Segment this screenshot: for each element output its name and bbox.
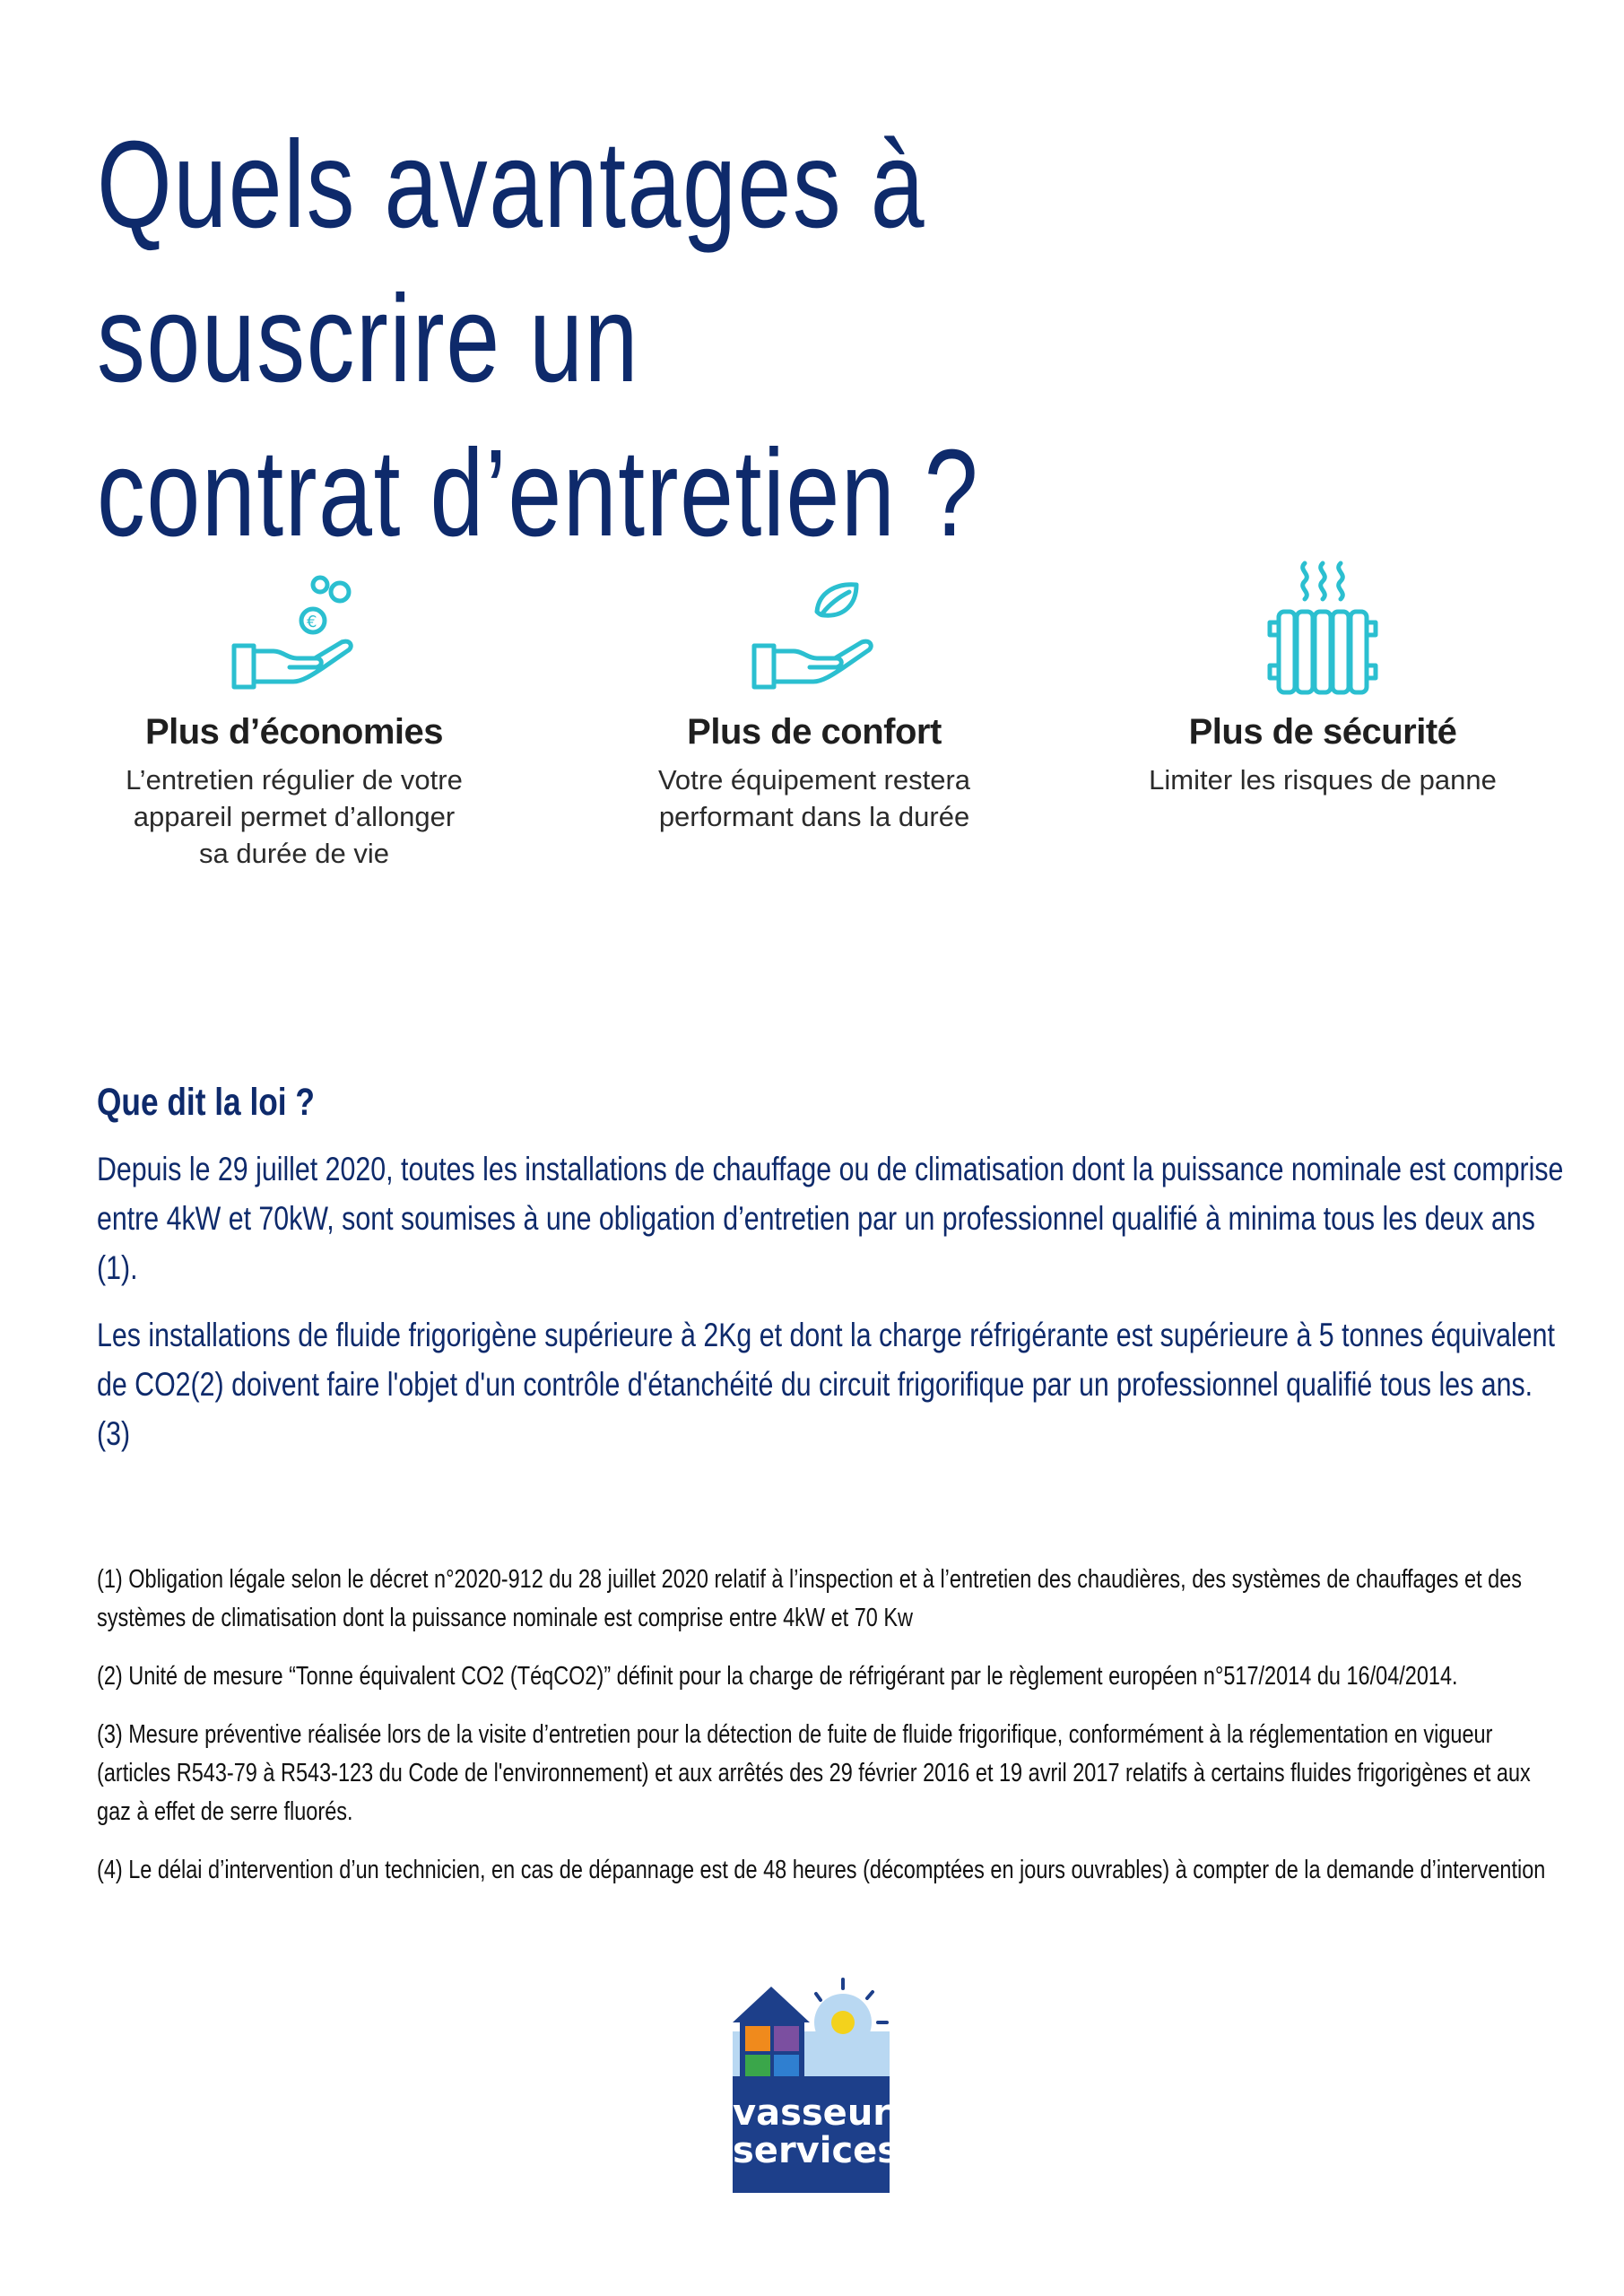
- law-paragraph-1: Depuis le 29 juillet 2020, toutes les installations de chauffage ou de climatisation dont la puissance nominale est comprise entre 4kW et 70kW, sont soumises à une obligation d’entretien par un professionnel qualifié à minima tous les deux ans (1).: [97, 1151, 1564, 1286]
- page-title-line2: contrat d’entretien ?: [97, 424, 980, 562]
- feature-title: Plus de sécurité: [1188, 712, 1457, 752]
- house-sun-logo-icon: [722, 1969, 901, 2085]
- footnote-1: (1) Obligation légale selon le décret n°2020-912 du 28 juillet 2020 relatif à l’inspection et à l’entretien des chaudières, des systèmes de chauffages et des systèmes de climatisation dont la puissance nominale est comprise entre 4kW et 70 Kw: [97, 1565, 1523, 1632]
- logo-wordmark: vasseur services: [733, 2076, 890, 2193]
- radiator-heat-icon: [1090, 547, 1556, 700]
- law-paragraph-2: Les installations de fluide frigorigène supérieure à 2Kg et dont la charge réfrigérante est supérieure à 5 tonnes équivalent de CO2(2) doivent faire l'objet d'un contrôle d'étanchéité du circuit frigorifique par un professionnel qualifié tous les ans. (3): [97, 1317, 1555, 1452]
- footnote-4: (4) Le délai d’intervention d’un technicien, en cas de dépannage est de 48 heures (décomptées en jours ouvrables) à compter de la demande d’intervention: [97, 1856, 1546, 1884]
- law-heading: Que dit la loi ?: [97, 1081, 315, 1124]
- hand-leaf-icon: [581, 547, 1047, 700]
- feature-description: Votre équipement restera performant dans la durée: [657, 764, 971, 832]
- feature-description: Limiter les risques de panne: [1149, 764, 1497, 796]
- feature-confort: [581, 547, 1047, 835]
- feature-title: Plus d’économies: [144, 712, 444, 752]
- law-section: [97, 1081, 1568, 1480]
- footnote-3: (3) Mesure préventive réalisée lors de la visite d’entretien pour la détection de fuite de fluide frigorifique, conformément à la réglementation en vigueur (articles R543-79 à R543-123 du Code de l'environnement) et aux arrêtés des 29 février 2016 et 19 avril 2017 relatifs à certains fluides frigorigènes et aux gaz à effet de serre fluorés.: [97, 1720, 1531, 1826]
- hand-coins-icon: [61, 547, 527, 700]
- feature-title: Plus de confort: [687, 712, 942, 752]
- feature-securite: [1090, 547, 1556, 798]
- svg-text:€: €: [307, 613, 317, 631]
- page-title: [97, 108, 1216, 570]
- page-title-line1: Quels avantages à souscrire un: [97, 116, 926, 408]
- features-section: [0, 547, 1624, 924]
- footnote-2: (2) Unité de mesure “Tonne équivalent CO2 (TéqCO2)” définit pour la charge de réfrigérant par le règlement européen n°517/2014 du 16/04/2014.: [97, 1662, 1458, 1691]
- footnotes: [97, 1561, 1568, 1909]
- feature-economies: [61, 547, 527, 872]
- feature-description: L’entretien régulier de votre appareil permet d’allonger sa durée de vie: [126, 764, 463, 869]
- vasseur-services-logo: [722, 1969, 901, 2193]
